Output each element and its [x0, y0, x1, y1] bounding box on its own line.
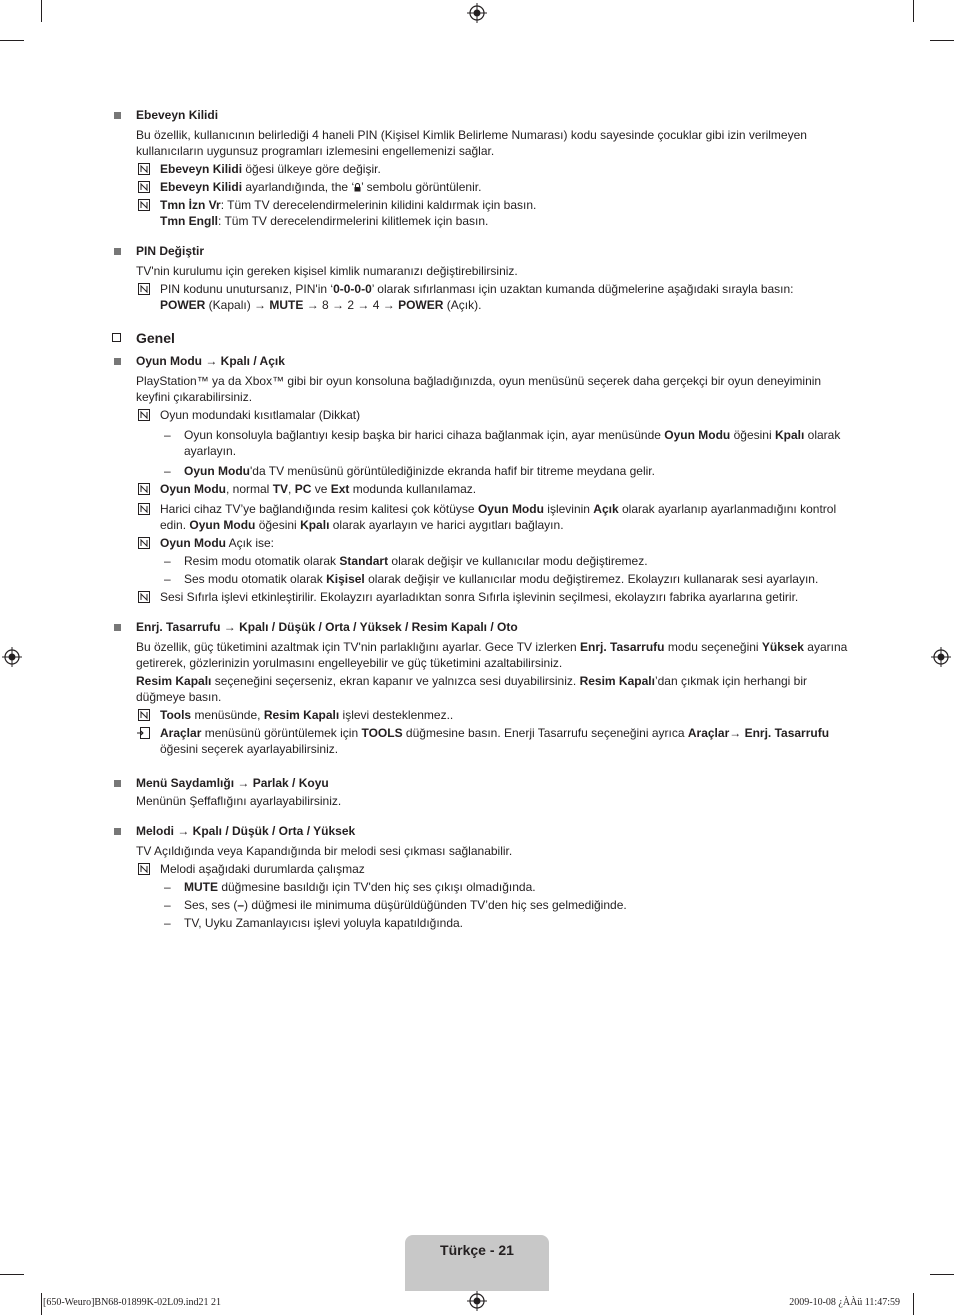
- paragraph: Bu özellik, kullanıcının belirlediği 4 haneli PIN (Kişisel Kimlik Belirleme Numarası) kodu sayesinde çocuklar gibi izin verilmeyen kullanıcıların uygunsuz programları izlemesini engellemenizi sağlar.: [136, 128, 807, 158]
- registration-mark-icon: [467, 1291, 487, 1311]
- crop-mark: [0, 40, 24, 41]
- note-continuation: Tmn Engll: Tüm TV derecelendirmelerini kilitlemek için basın.: [160, 214, 489, 228]
- paragraph: Resim Kapalı seçeneğini seçerseniz, ekran kapanır ve yalnızca sesi duyabilirsiniz. Resim Kapalı’dan çıkmak için herhangi bir düğmeye basın.: [136, 674, 808, 704]
- bullet-square-icon: [114, 248, 121, 255]
- bullet-square-icon: [114, 828, 121, 835]
- note: Oyun Modu, normal TV, PC ve Ext modunda kullanılamaz.: [112, 481, 852, 497]
- note-icon: [138, 503, 150, 515]
- paragraph: Menünün Şeffaflığını ayarlayabilirsiniz.: [136, 794, 342, 808]
- registration-mark-icon: [931, 647, 951, 667]
- note-continuation: POWER (Kapalı) → MUTE → 8 → 2 → 4 → POWER (Açık).: [160, 298, 482, 312]
- dash-item: – Ses modu otomatik olarak Kişisel olarak değişir ve kullanıcılar modu değiştiremez. Ekolayzırı kullanarak sesi ayarlayın.: [164, 572, 819, 586]
- note: Melodi aşağıdaki durumlarda çalışmaz: [112, 861, 852, 877]
- paragraph: TV'nin kurulumu için gereken kişisel kimlik numaranızı değiştirebilirsiniz.: [136, 264, 518, 278]
- bullet-square-icon: [114, 624, 121, 631]
- paragraph: TV Açıldığında veya Kapandığında bir melodi sesi çıkması sağlanabilir.: [136, 844, 513, 858]
- note: Oyun modundaki kısıtlamalar (Dikkat): [112, 407, 852, 423]
- paragraph: PlayStation™ ya da Xbox™ gibi bir oyun konsoluna bağladığınızda, oyun menüsünü seçerek daha gerçekçi bir oyun deneyiminin keyfini çıkarabilirsiniz.: [136, 374, 822, 404]
- crop-mark: [0, 1274, 24, 1275]
- note-icon: [138, 863, 150, 875]
- section-title-general: Genel: [112, 329, 852, 347]
- checkbox-square-icon: [112, 333, 121, 342]
- dash-item: – MUTE düğmesine basıldığı için TV'den hiç ses çıkışı olmadığında.: [164, 880, 536, 894]
- note-icon: [138, 283, 150, 295]
- heading-melody: Melodi → Kpalı / Düşük / Orta / Yüksek: [112, 823, 852, 839]
- registration-mark-icon: [467, 3, 487, 23]
- print-slug-file: [650-Weuro]BN68-01899K-02L09.ind21 21: [43, 1297, 222, 1308]
- dash-item: – Oyun konsoluyla bağlantıyı kesip başka bir harici cihaza bağlanmak için, ayar menüsünde Oyun Modu öğesini Kpalı olarak ayarlayın.: [164, 428, 841, 458]
- tools-note: Araçlar menüsünü görüntülemek için TOOLS düğmesine basın. Enerji Tasarrufu seçeneğini ayrıca Araçlar→ Enrj. Tasarrufu öğesini seçerek ayarlayabilirsiniz.: [112, 725, 852, 757]
- note-icon: [138, 709, 150, 721]
- bullet-square-icon: [114, 112, 121, 119]
- registration-mark-icon: [2, 647, 22, 667]
- note: Sesi Sıfırla işlevi etkinleştirilir. Ekolayzırı ayarladıktan sonra Sıfırla işlevinin seçilmesi, ekolayzırı fabrika ayarlarına getirir.: [112, 589, 852, 605]
- note-icon: [138, 163, 150, 175]
- note-icon: [138, 199, 150, 211]
- print-slug-date: 2009-10-08 ¿ÀÀü 11:47:59: [789, 1297, 900, 1308]
- note: Harici cihaz TV’ye bağlandığında resim kalitesi çok kötüyse Oyun Modu işlevinin Açık olarak ayarlanıp ayarlanmadığını kontrol edin. Oyun Modu öğesini Kpalı olarak ayarlayın ve harici aygıtları bağlayın.: [112, 501, 852, 533]
- crop-mark: [41, 0, 42, 22]
- note-icon: [138, 181, 150, 193]
- note-icon: [138, 483, 150, 495]
- note: Ebeveyn Kilidi öğesi ülkeye göre değişir.: [112, 161, 852, 177]
- document-body: [112, 107, 852, 931]
- note: Tools menüsünde, Resim Kapalı işlevi desteklenmez..: [112, 707, 852, 723]
- crop-mark: [930, 1274, 954, 1275]
- dash-item: – TV, Uyku Zamanlayıcısı işlevi yoluyla kapatıldığında.: [164, 916, 464, 930]
- crop-mark: [930, 40, 954, 41]
- crop-mark: [913, 1293, 914, 1315]
- paragraph: Bu özellik, güç tüketimini azaltmak için TV'nin parlaklığını ayarlar. Gece TV izlerken Enrj. Tasarrufu modu seçeneğini Yüksek ayarına getirerek, gözlerinizin yorulmasını engelleyebilir ve güç tüketimini azaltabilirsiniz.: [136, 640, 848, 670]
- crop-mark: [41, 1293, 42, 1315]
- note: Tmn İzn Vr: Tüm TV derecelendirmelerinin kilidini kaldırmak için basın.: [112, 197, 852, 213]
- heading-parental-lock: Ebeveyn Kilidi: [112, 107, 852, 123]
- crop-mark: [913, 0, 914, 22]
- note: Ebeveyn Kilidi ayarlandığında, the ‘ ’ sembolu görüntülenir.: [112, 179, 852, 195]
- note-icon: [138, 409, 150, 421]
- note: PIN kodunu unutursanız, PIN'in ‘0-0-0-0’ olarak sıfırlanması için uzaktan kumanda düğmelerine aşağıdaki sırayla basın:: [112, 281, 852, 297]
- heading-game-mode: Oyun Modu → Kpalı / Açık: [112, 353, 852, 369]
- dash-item: – Ses, ses (–) düğmesi ile minimuma düşürüldüğünden TV’den hiç ses gelmediğinde.: [164, 898, 627, 912]
- note: Oyun Modu Açık ise:: [112, 535, 852, 551]
- bullet-square-icon: [114, 780, 121, 787]
- dash-item: – Resim modu otomatik olarak Standart olarak değişir ve kullanıcılar modu değiştiremez.: [164, 554, 648, 568]
- tools-icon: [136, 727, 150, 739]
- note-icon: [138, 591, 150, 603]
- heading-menu-transparency: Menü Saydamlığı → Parlak / Koyu: [112, 775, 852, 791]
- page-number: Türkçe - 21: [440, 1242, 514, 1258]
- heading-energy-saving: Enrj. Tasarrufu → Kpalı / Düşük / Orta / Yüksek / Resim Kapalı / Oto: [112, 619, 852, 635]
- dash-item: – Oyun Modu'da TV menüsünü görüntülediğinizde ekranda hafif bir titreme meydana gelir.: [164, 464, 655, 478]
- bullet-square-icon: [114, 358, 121, 365]
- note-icon: [138, 537, 150, 549]
- heading-pin-change: PIN Değiştir: [112, 243, 852, 259]
